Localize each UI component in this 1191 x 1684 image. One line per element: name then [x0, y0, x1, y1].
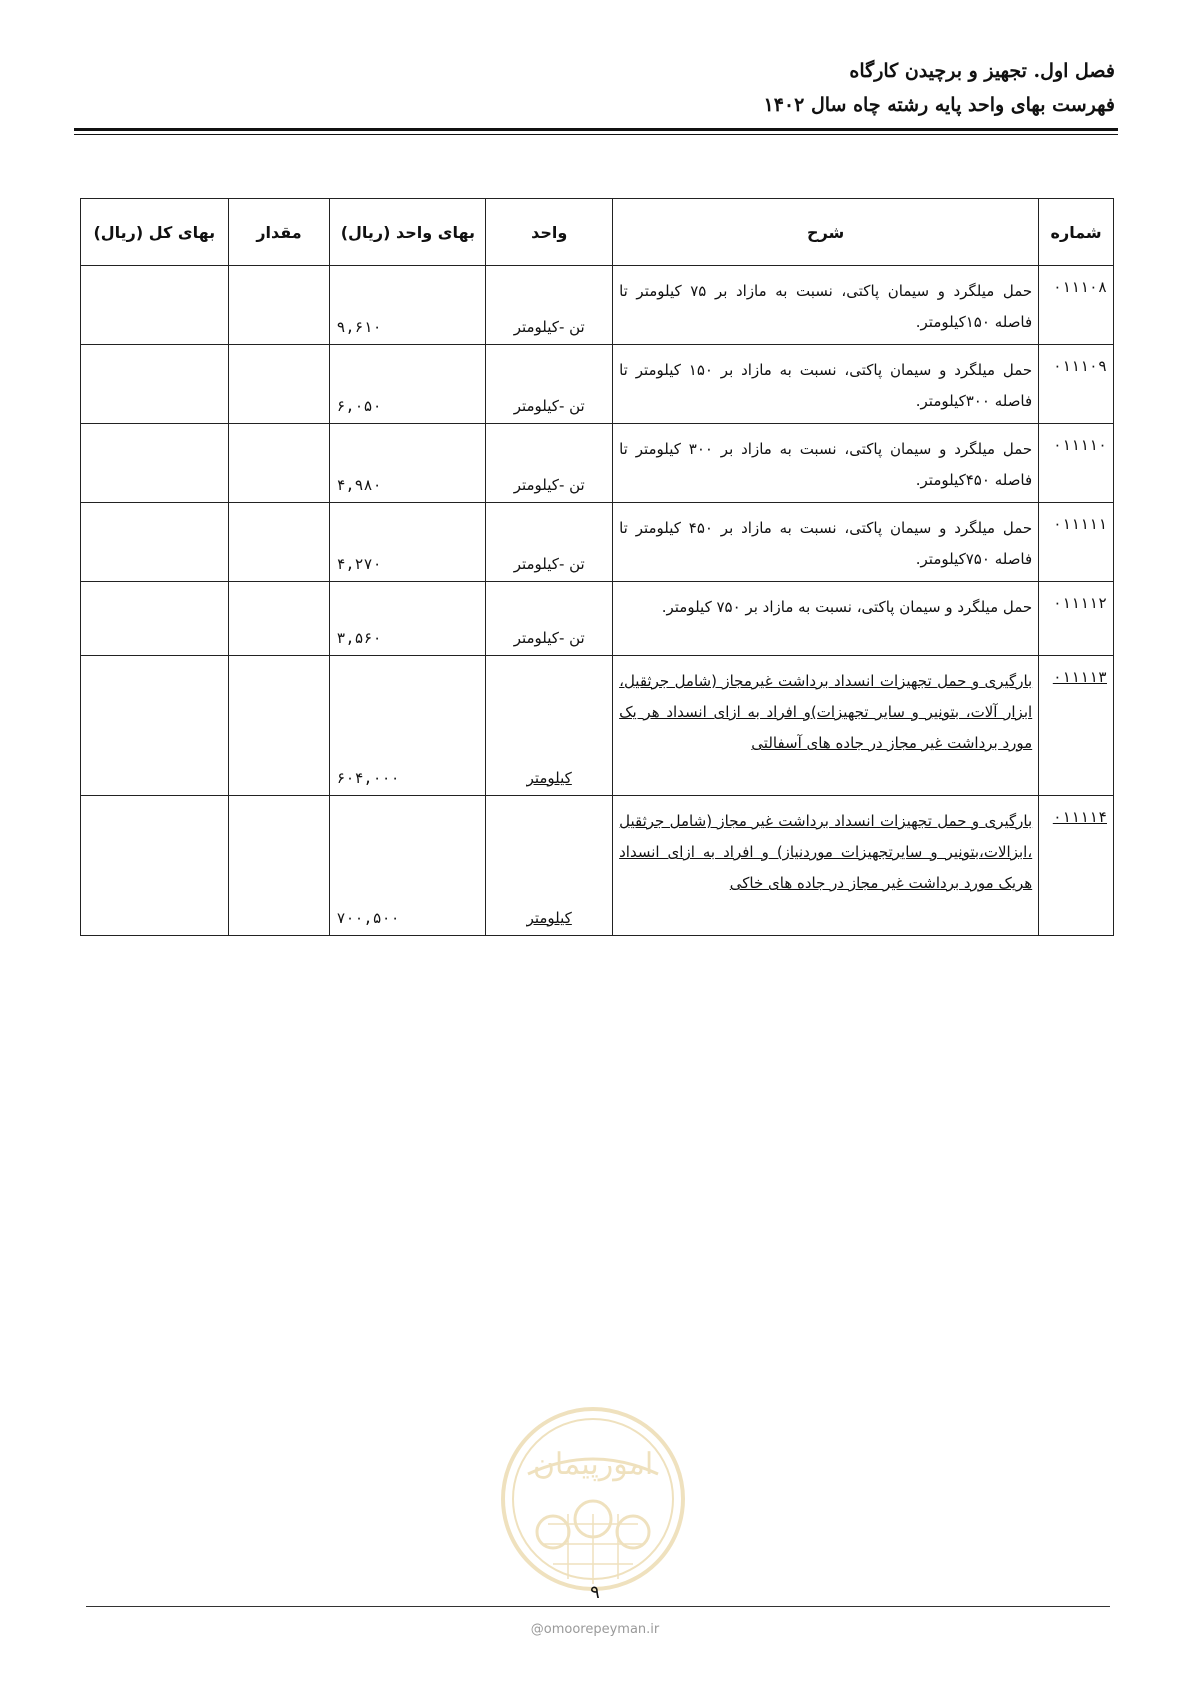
- website-link[interactable]: @omoorepeyman.ir: [530, 1622, 660, 1637]
- list-title: فهرست بهای واحد پایه رشته چاه سال ۱۴۰۲: [763, 94, 1115, 116]
- row-total: [81, 424, 229, 503]
- table-row: [81, 424, 1114, 503]
- row-code: ۰۱۱۱۱۲: [1039, 582, 1114, 656]
- row-code: ۰۱۱۱۱۴: [1039, 796, 1114, 936]
- page-header: [75, 56, 1115, 120]
- header-unit: واحد: [486, 199, 613, 266]
- row-total: [81, 582, 229, 656]
- row-code: ۰۱۱۱۰۸: [1039, 266, 1114, 345]
- watermark-logo: [498, 1404, 688, 1594]
- table-row: [81, 503, 1114, 582]
- row-unit-price: ۴,۲۷۰: [330, 503, 486, 582]
- row-total: [81, 266, 229, 345]
- price-table: [80, 198, 1114, 936]
- row-quantity: [228, 266, 330, 345]
- chapter-title: فصل اول. تجهیز و برچیدن کارگاه: [849, 60, 1115, 82]
- header-rule-thin: [74, 134, 1118, 135]
- row-unit-price: ۶,۰۵۰: [330, 345, 486, 424]
- row-unit: کیلومتر: [486, 796, 613, 936]
- header-description: شرح: [613, 199, 1039, 266]
- row-unit-price: ۷۰۰,۵۰۰: [330, 796, 486, 936]
- row-description: حمل میلگرد و سیمان پاکتی، نسبت به مازاد بر ۴۵۰ کیلومتر تا فاصله ۷۵۰کیلومتر.: [613, 503, 1039, 582]
- header-total-price: بهای کل (ریال): [81, 199, 229, 266]
- row-total: [81, 345, 229, 424]
- table-header-row: [81, 199, 1114, 266]
- header-unit-price: بهای واحد (ریال): [330, 199, 486, 266]
- row-description: حمل میلگرد و سیمان پاکتی، نسبت به مازاد بر ۷۵ کیلومتر تا فاصله ۱۵۰کیلومتر.: [613, 266, 1039, 345]
- row-quantity: [228, 424, 330, 503]
- row-code: ۰۱۱۱۱۳: [1039, 656, 1114, 796]
- row-unit: تن -کیلومتر: [486, 503, 613, 582]
- row-quantity: [228, 582, 330, 656]
- row-description: بارگیری و حمل تجهیزات انسداد برداشت غیر مجاز (شامل جرثقیل ،ابزالات،بتونیر و سایرتجهیزات موردنیاز) و افراد به ازای انسداد هریک مورد برداشت غیر مجاز در جاده های خاکی: [613, 796, 1039, 936]
- watermark-text: امورپیمان: [532, 1447, 654, 1482]
- row-unit-price: ۳,۵۶۰: [330, 582, 486, 656]
- row-unit: تن -کیلومتر: [486, 266, 613, 345]
- row-description: حمل میلگرد و سیمان پاکتی، نسبت به مازاد بر ۳۰۰ کیلومتر تا فاصله ۴۵۰کیلومتر.: [613, 424, 1039, 503]
- row-quantity: [228, 503, 330, 582]
- footer-rule: [86, 1606, 1110, 1607]
- row-unit-price: ۴,۹۸۰: [330, 424, 486, 503]
- row-quantity: [228, 656, 330, 796]
- table-row: [81, 656, 1114, 796]
- row-total: [81, 656, 229, 796]
- row-description: حمل میلگرد و سیمان پاکتی، نسبت به مازاد بر ۷۵۰ کیلومتر.: [613, 582, 1039, 656]
- table-row: [81, 345, 1114, 424]
- row-unit: کیلومتر: [486, 656, 613, 796]
- row-unit-price: ۹,۶۱۰: [330, 266, 486, 345]
- table-row: [81, 796, 1114, 936]
- header-rule-thick: [74, 128, 1118, 131]
- page-number: ۹: [590, 1582, 600, 1603]
- table-row: [81, 582, 1114, 656]
- row-unit: تن -کیلومتر: [486, 345, 613, 424]
- header-quantity: مقدار: [228, 199, 330, 266]
- row-total: [81, 503, 229, 582]
- row-quantity: [228, 345, 330, 424]
- row-code: ۰۱۱۱۱۱: [1039, 503, 1114, 582]
- row-code: ۰۱۱۱۱۰: [1039, 424, 1114, 503]
- header-code: شماره: [1039, 199, 1114, 266]
- row-quantity: [228, 796, 330, 936]
- row-description: بارگیری و حمل تجهیزات انسداد برداشت غیرمجاز (شامل جرثقیل، ابزار آلات، بتونیر و سایر تجهیزات)و افراد به ازای انسداد هر یک مورد برداشت غیر مجاز در جاده های آسفالتی: [613, 656, 1039, 796]
- row-code: ۰۱۱۱۰۹: [1039, 345, 1114, 424]
- row-unit-price: ۶۰۴,۰۰۰: [330, 656, 486, 796]
- row-total: [81, 796, 229, 936]
- row-unit: تن -کیلومتر: [486, 582, 613, 656]
- row-description: حمل میلگرد و سیمان پاکتی، نسبت به مازاد بر ۱۵۰ کیلومتر تا فاصله ۳۰۰کیلومتر.: [613, 345, 1039, 424]
- table-row: [81, 266, 1114, 345]
- row-unit: تن -کیلومتر: [486, 424, 613, 503]
